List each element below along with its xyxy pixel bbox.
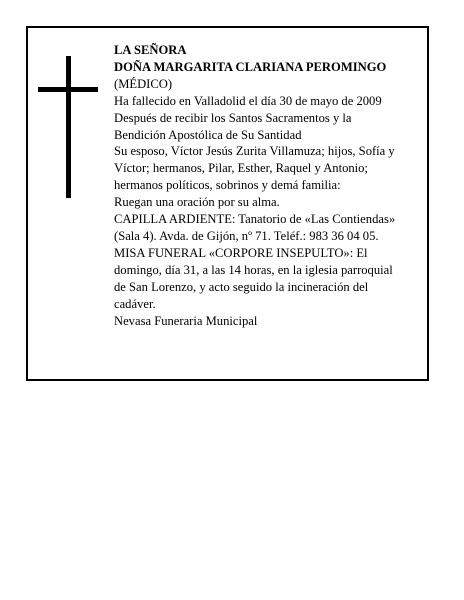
obituary-line: DOÑA MARGARITA CLARIANA PEROMINGO [114,59,387,74]
obituary-line: LA SEÑORA [114,43,187,57]
obituary-line: cadáver. [114,296,156,311]
obituary-line: hermanos políticos, sobrinos y demá familia: [114,178,341,193]
obituary-line: Su esposo, Víctor Jesús Zurita Villamuza; hijos, Sofía y [114,144,395,159]
obituary-text [114,42,424,329]
cross-horizontal-bar [38,87,98,92]
obituary-line: (MÉDICO) [114,76,173,91]
obituary-line: de San Lorenzo, y acto seguido la incineración del [114,279,369,294]
cross-vertical-bar [66,56,71,198]
obituary-line: (Sala 4). Avda. de Gijón, nº 71. Teléf.: 983 36 04 05. [114,228,379,243]
obituary-line: Después de recibir los Santos Sacramentos y la [114,110,352,125]
obituary-line: CAPILLA ARDIENTE: Tanatorio de «Las Contiendas» [114,212,396,227]
obituary-line: Nevasa Funeraria Municipal [114,313,258,328]
obituary-line: Ruegan una oración por su alma. [114,195,280,210]
obituary-line: Víctor; hermanos, Pilar, Esther, Raquel y Antonio; [114,161,368,176]
obituary-line: Bendición Apostólica de Su Santidad [114,127,302,142]
obituary-notice [26,26,429,381]
obituary-line: domingo, día 31, a las 14 horas, en la iglesia parroquial [114,262,393,277]
obituary-line: MISA FUNERAL «CORPORE INSEPULTO»: El [114,245,368,260]
latin-cross-icon [38,56,98,198]
obituary-line: Ha fallecido en Valladolid el día 30 de mayo de 2009 [114,93,382,108]
